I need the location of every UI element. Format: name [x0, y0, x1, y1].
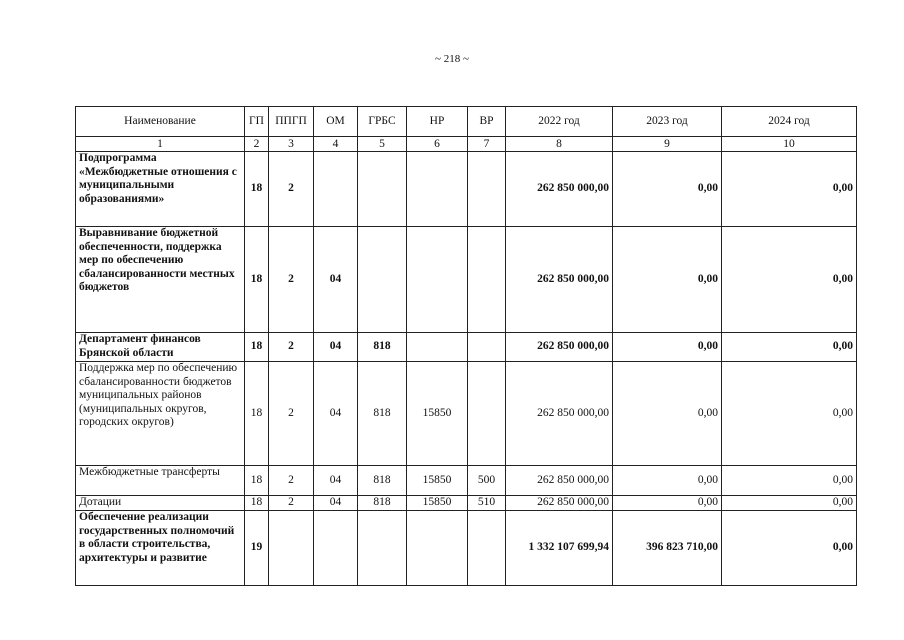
row-name: Обеспечение реализации государственных полномочий в области строительства, архитектуры и развитие: [76, 511, 245, 586]
column-index: 6: [407, 137, 468, 152]
budget-table: [75, 106, 857, 586]
cell-om: 04: [314, 466, 358, 496]
cell-om: 04: [314, 227, 358, 333]
cell-ppgp: [269, 511, 314, 586]
cell-2022: 262 850 000,00: [506, 152, 613, 227]
column-header-om: ОМ: [314, 107, 358, 137]
cell-2022: 262 850 000,00: [506, 466, 613, 496]
row-name: Подпрограмма «Межбюджетные отношения с муниципальными образованиями»: [76, 152, 245, 227]
column-header-ppgp: ППГП: [269, 107, 314, 137]
column-index-row: [76, 137, 857, 152]
cell-nr: 15850: [407, 466, 468, 496]
cell-om: [314, 511, 358, 586]
cell-ppgp: 2: [269, 496, 314, 511]
column-header-2024: 2024 год: [722, 107, 857, 137]
cell-grbs: 818: [358, 496, 407, 511]
cell-2024: 0,00: [722, 362, 857, 466]
cell-nr: [407, 152, 468, 227]
column-header-gp: ГП: [245, 107, 269, 137]
row-name: Дотации: [76, 496, 245, 511]
table-row: [76, 496, 857, 511]
cell-vr: 500: [468, 466, 506, 496]
cell-2022: 1 332 107 699,94: [506, 511, 613, 586]
column-index: 10: [722, 137, 857, 152]
table-row: [76, 333, 857, 362]
table-header-row: [76, 107, 857, 137]
column-index: 3: [269, 137, 314, 152]
cell-vr: [468, 333, 506, 362]
cell-grbs: [358, 152, 407, 227]
cell-2024: 0,00: [722, 466, 857, 496]
cell-grbs: [358, 227, 407, 333]
cell-2023: 0,00: [613, 496, 722, 511]
column-index: 1: [76, 137, 245, 152]
cell-2023: 0,00: [613, 333, 722, 362]
cell-2024: 0,00: [722, 496, 857, 511]
cell-gp: 18: [245, 466, 269, 496]
cell-grbs: [358, 511, 407, 586]
cell-gp: 18: [245, 152, 269, 227]
cell-nr: [407, 333, 468, 362]
cell-2024: 0,00: [722, 511, 857, 586]
cell-vr: [468, 227, 506, 333]
column-index: 7: [468, 137, 506, 152]
cell-grbs: 818: [358, 466, 407, 496]
column-header-name: Наименование: [76, 107, 245, 137]
cell-nr: [407, 511, 468, 586]
cell-vr: [468, 362, 506, 466]
cell-vr: [468, 511, 506, 586]
table-row: [76, 511, 857, 586]
cell-nr: [407, 227, 468, 333]
page-number: ~ 218 ~: [435, 53, 469, 65]
cell-2023: 0,00: [613, 466, 722, 496]
column-header-2023: 2023 год: [613, 107, 722, 137]
cell-om: 04: [314, 496, 358, 511]
cell-gp: 18: [245, 227, 269, 333]
cell-2022: 262 850 000,00: [506, 227, 613, 333]
cell-2023: 0,00: [613, 227, 722, 333]
column-header-nr: НР: [407, 107, 468, 137]
cell-ppgp: 2: [269, 152, 314, 227]
table-row: [76, 362, 857, 466]
row-name: Межбюджетные трансферты: [76, 466, 245, 496]
cell-2023: 396 823 710,00: [613, 511, 722, 586]
column-index: 9: [613, 137, 722, 152]
cell-2023: 0,00: [613, 362, 722, 466]
column-index: 2: [245, 137, 269, 152]
row-name: Поддержка мер по обеспечению сбалансированности бюджетов муниципальных районов (муниципальных округов, городских округов): [76, 362, 245, 466]
column-header-grbs: ГРБС: [358, 107, 407, 137]
cell-gp: 18: [245, 362, 269, 466]
column-header-2022: 2022 год: [506, 107, 613, 137]
cell-gp: 19: [245, 511, 269, 586]
cell-2022: 262 850 000,00: [506, 333, 613, 362]
cell-nr: 15850: [407, 496, 468, 511]
cell-om: 04: [314, 362, 358, 466]
column-index: 5: [358, 137, 407, 152]
column-index: 8: [506, 137, 613, 152]
cell-gp: 18: [245, 333, 269, 362]
cell-om: [314, 152, 358, 227]
cell-2024: 0,00: [722, 333, 857, 362]
cell-ppgp: 2: [269, 227, 314, 333]
cell-nr: 15850: [407, 362, 468, 466]
cell-vr: [468, 152, 506, 227]
cell-gp: 18: [245, 496, 269, 511]
table-row: [76, 152, 857, 227]
cell-grbs: 818: [358, 333, 407, 362]
cell-om: 04: [314, 333, 358, 362]
cell-2024: 0,00: [722, 227, 857, 333]
row-name: Департамент финансов Брянской области: [76, 333, 245, 362]
cell-2024: 0,00: [722, 152, 857, 227]
table-row: [76, 227, 857, 333]
cell-ppgp: 2: [269, 466, 314, 496]
table-row: [76, 466, 857, 496]
row-name: Выравнивание бюджетной обеспеченности, поддержка мер по обеспечению сбалансированности местных бюджетов: [76, 227, 245, 333]
cell-ppgp: 2: [269, 362, 314, 466]
cell-2022: 262 850 000,00: [506, 362, 613, 466]
column-header-vr: ВР: [468, 107, 506, 137]
cell-ppgp: 2: [269, 333, 314, 362]
cell-grbs: 818: [358, 362, 407, 466]
cell-vr: 510: [468, 496, 506, 511]
column-index: 4: [314, 137, 358, 152]
cell-2022: 262 850 000,00: [506, 496, 613, 511]
cell-2023: 0,00: [613, 152, 722, 227]
